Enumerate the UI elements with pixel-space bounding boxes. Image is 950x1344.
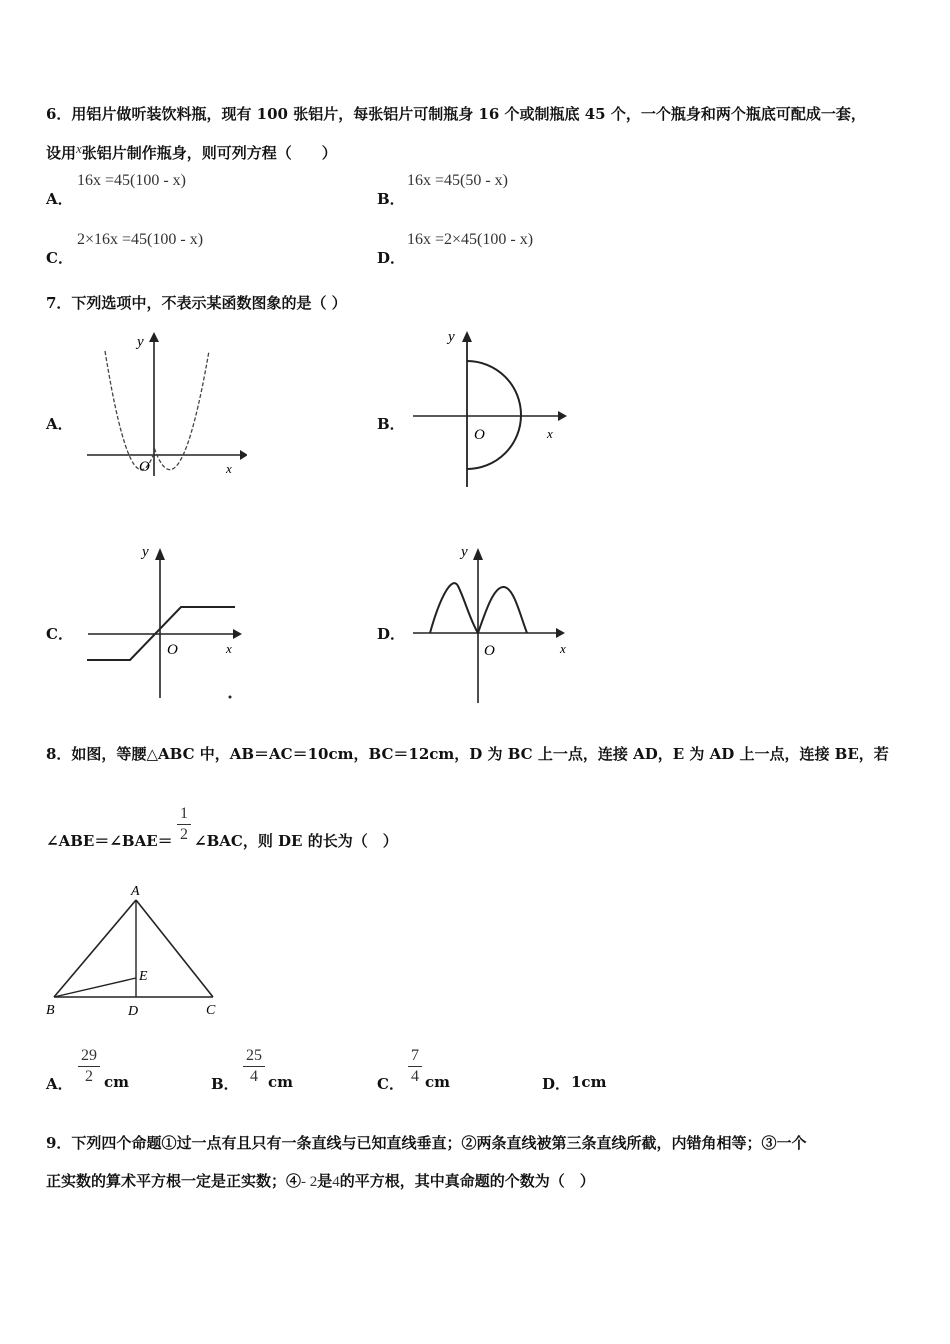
q8-option-a-unit: cm <box>104 1073 130 1091</box>
q8-option-a-label[interactable]: A． <box>46 1075 73 1093</box>
q8-option-d-label[interactable]: D． <box>542 1075 571 1093</box>
q6-option-b-label[interactable]: B． <box>377 190 405 208</box>
q7-d-origin-label: O <box>484 643 495 659</box>
q8-stem-line2-pre: ∠ABE＝∠BAE＝ <box>46 832 173 850</box>
q7-a-x-label: x <box>226 461 232 476</box>
q7-graph-b <box>410 325 575 493</box>
q9-stem-line2: 正实数的算术平方根一定是正实数；④- 2是4的平方根，其中真命题的个数为（ ） <box>46 1172 595 1190</box>
q9-neg-two: - 2 <box>301 1174 318 1190</box>
q6-option-b-expr: 16x =45(50 - x) <box>407 172 509 189</box>
q6-option-d-expr: 16x =2×45(100 - x) <box>407 231 534 248</box>
q7-stem: 7．下列选项中，不表示某函数图象的是（ ） <box>46 294 347 312</box>
q7-b-origin-label: O <box>474 427 485 443</box>
q8-option-a-fraction: 29 2 <box>78 1047 100 1086</box>
q6-variable: x <box>76 141 82 156</box>
q7-option-c-label[interactable]: C． <box>46 625 73 643</box>
q7-c-x-label: x <box>226 641 232 656</box>
q9-four: 4 <box>332 1174 340 1190</box>
q8-label-b: B <box>46 1003 55 1018</box>
q8-half-fraction: 1 2 <box>177 805 191 844</box>
q7-option-b-label[interactable]: B． <box>377 415 405 433</box>
q7-option-a-label[interactable]: A． <box>46 415 73 433</box>
q6-stem-line1: 6．用铝片做听装饮料瓶，现有 100 张铝片，每张铝片可制瓶身 16 个或制瓶底 45 个，一个瓶身和两个瓶底可配成一套， <box>46 105 866 123</box>
q7-a-origin-label: O <box>139 459 150 475</box>
q8-triangle-figure <box>40 880 230 1020</box>
q6-option-a-expr: 16x =45(100 - x) <box>77 172 187 189</box>
q8-option-c-label[interactable]: C． <box>377 1075 404 1093</box>
q6-option-d-label[interactable]: D． <box>377 249 406 267</box>
q7-d-x-label: x <box>560 641 566 656</box>
q7-d-y-label: y <box>461 544 468 560</box>
q7-graph-a <box>82 328 247 478</box>
q7-option-d-label[interactable]: D． <box>377 625 406 643</box>
q7-b-x-label: x <box>547 426 553 441</box>
q8-label-c: C <box>206 1003 216 1018</box>
q8-stem-line2-post: ∠BAC，则 DE 的长为（ ） <box>194 832 398 850</box>
q6-option-c-label[interactable]: C． <box>46 249 73 267</box>
q8-label-a: A <box>131 884 140 899</box>
q8-option-c-unit: cm <box>425 1073 451 1091</box>
q8-label-e: E <box>139 969 148 984</box>
q7-a-y-label: y <box>137 334 144 350</box>
q7-graph-c <box>85 540 250 703</box>
q6-option-c-expr: 2×16x =45(100 - x) <box>77 231 204 248</box>
q7-graph-d <box>410 540 580 705</box>
q7-c-origin-label: O <box>167 642 178 658</box>
q8-option-c-fraction: 7 4 <box>408 1047 422 1086</box>
q8-option-b-fraction: 25 4 <box>243 1047 265 1086</box>
q8-option-d-text: 1cm <box>571 1073 607 1091</box>
q8-stem-line1: 8．如图，等腰△ABC 中，AB＝AC＝10cm，BC＝12cm，D 为 BC 上一点，连接 AD，E 为 AD 上一点，连接 BE，若 <box>46 745 889 763</box>
q6-option-a-label[interactable]: A． <box>46 190 73 208</box>
q6-stem-line2: 设用x张铝片制作瓶身，则可列方程（ ） <box>46 141 337 162</box>
q7-b-y-label: y <box>448 329 455 345</box>
q8-option-b-unit: cm <box>268 1073 294 1091</box>
q8-option-b-label[interactable]: B． <box>211 1075 239 1093</box>
q8-label-d: D <box>128 1004 139 1019</box>
q7-c-y-label: y <box>142 544 149 560</box>
q9-stem-line1: 9．下列四个命题①过一点有且只有一条直线与已知直线垂直；②两条直线被第三条直线所截，内错角相等；③一个 <box>46 1134 807 1152</box>
